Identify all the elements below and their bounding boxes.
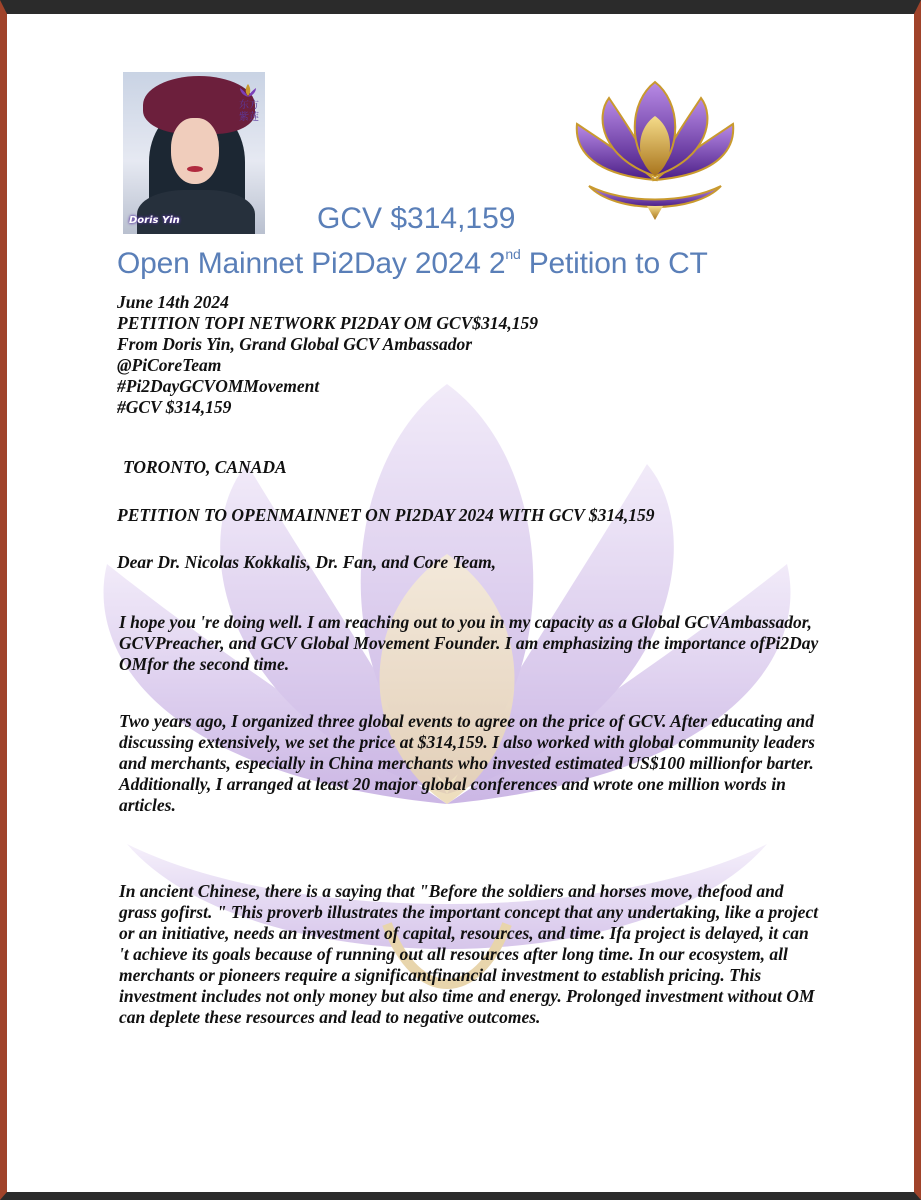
chinese-caption: 东方紫莲 (239, 100, 259, 123)
letter-greeting: Dear Dr. Nicolas Kokkalis, Dr. Fan, and Core Team, (117, 552, 497, 572)
petition-title: PETITION TO OPENMAINNET ON PI2DAY 2024 WITH GCV $314,159 (117, 505, 655, 525)
hashtag-movement: #Pi2DayGCVOMMovement (117, 376, 320, 396)
letter-date: June 14th 2024 (117, 292, 229, 312)
hashtag-gcv: #GCV $314,159 (117, 397, 232, 417)
gcv-price-heading: GCV $314,159 (317, 202, 516, 235)
letter-location: TORONTO, CANADA (123, 457, 287, 477)
letter-header (117, 292, 817, 418)
lotus-emblem-icon (575, 70, 735, 220)
letter-from: From Doris Yin, Grand Global GCV Ambassador (117, 334, 473, 354)
document-page (7, 14, 914, 1192)
petition-heading: Open Mainnet Pi2Day 2024 2nd Petition to CT (117, 246, 708, 280)
mention-tag: @PiCoreTeam (117, 355, 222, 375)
small-lotus-icon (239, 84, 257, 98)
photo-name-caption: Doris Yin (129, 215, 180, 226)
paragraph-history: Two years ago, I organized three global events to agree on the price of GCV. After educating and discussing extensively, we set the price at $314,159. I also worked with global community leaders and merchants, especially in China merchants who invested estimated US$100 millionfor barter. Additionally, I arranged at least 20 major global conferences and wrote one million words in articles. (119, 711, 815, 815)
profile-photo (123, 72, 265, 234)
paragraph-proverb: In ancient Chinese, there is a saying that "Before the soldiers and horses move, thefood and grass gofirst. " This proverb illustrates the important concept that any undertaking, like a project or an initiative, needs an investment of capital, resources, and time. Ifa project is delayed, it can 't achieve its goals because of running out all resources after long time. In our ecosystem, all merchants or pioneers require a significantfinancial investment to establish pricing. This investment includes not only money but also time and energy. Prolonged investment without OM can deplete these resources and lead to negative outcomes. (119, 881, 819, 1027)
paragraph-intro: I hope you 're doing well. I am reaching out to you in my capacity as a Global GCVAmbassador, GCVPreacher, and GCV Global Movement Founder. I am emphasizing the importance ofPi2Day OMfor the second time. (119, 612, 819, 674)
letter-subject: PETITION TOPI NETWORK PI2DAY OM GCV$314,159 (117, 313, 539, 333)
